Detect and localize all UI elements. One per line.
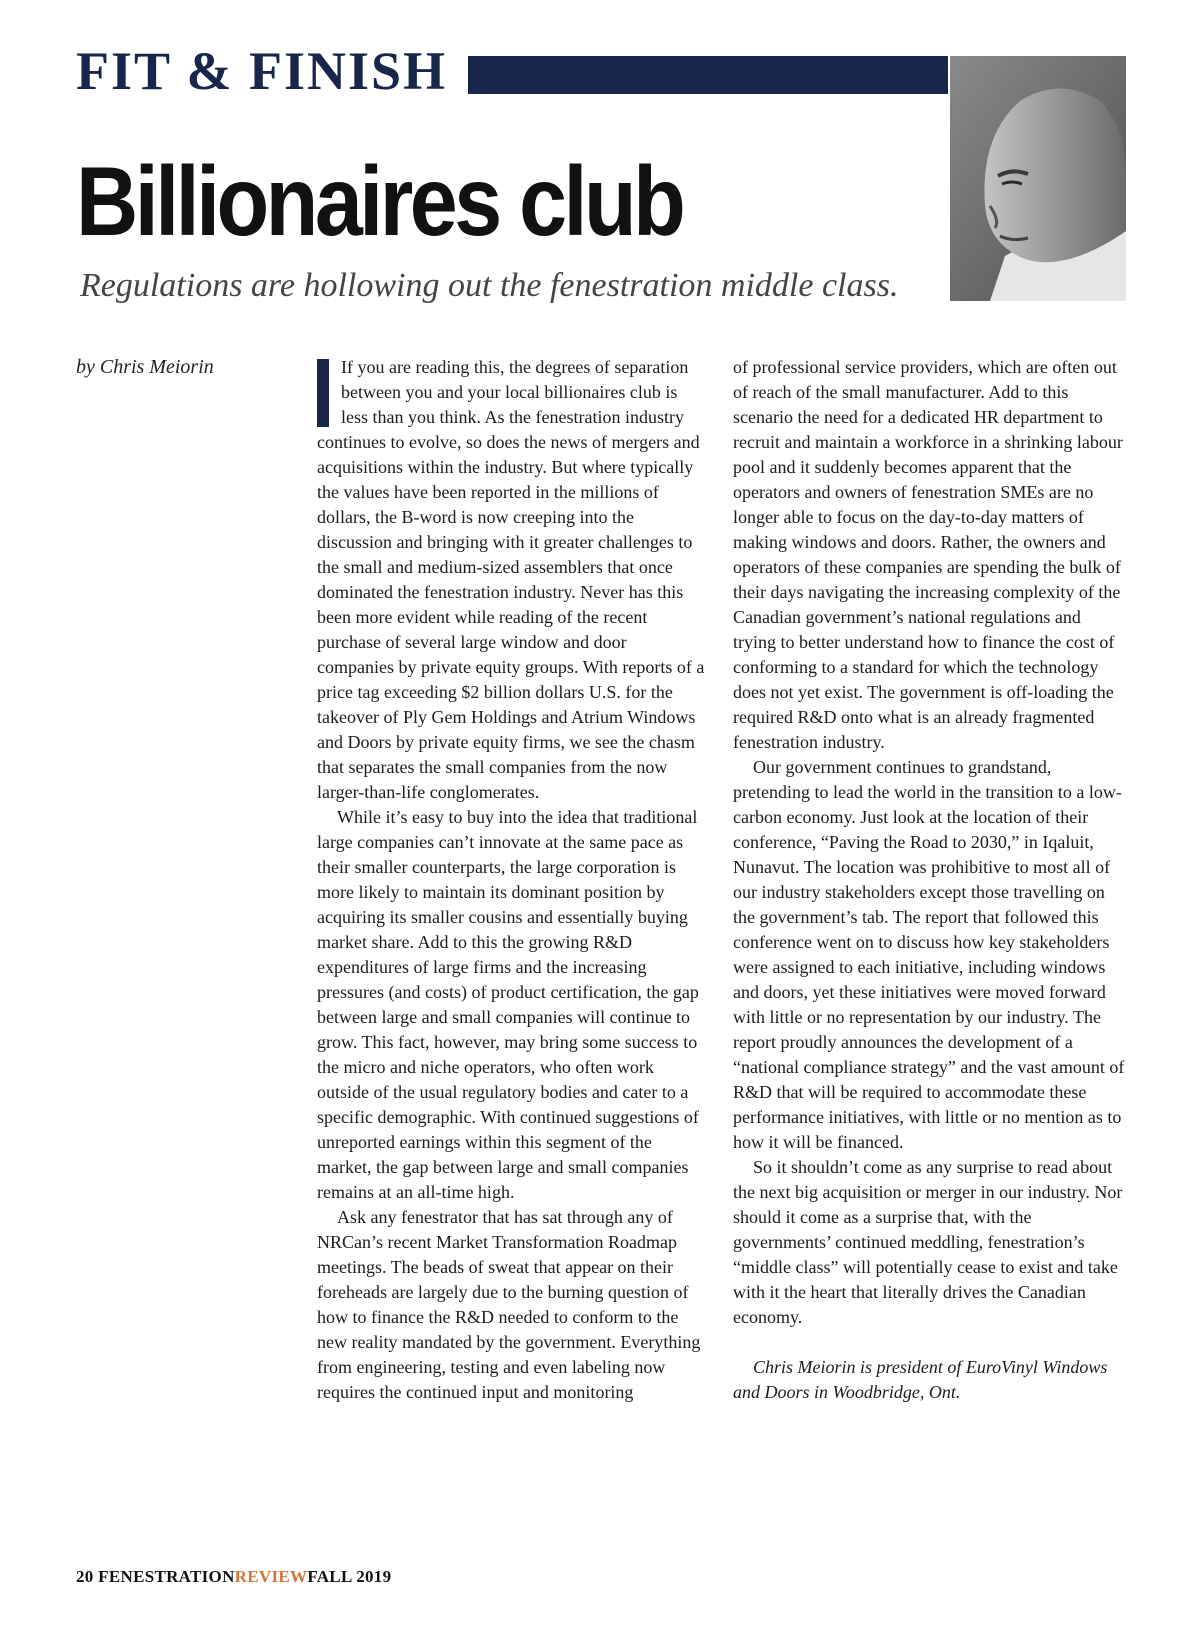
article-column-1 bbox=[317, 355, 707, 1405]
drop-cap-bar bbox=[317, 359, 329, 427]
section-rule bbox=[468, 56, 948, 94]
article-paragraph: So it shouldn’t come as any surprise to read about the next big acquisition or merger in our industry. Nor should it come as a surprise that, with the governments’ continued meddling, fenestration’s “middle class” will potentially cease to exist and take with it the heart that literally drives the Canadian economy. bbox=[733, 1157, 1123, 1327]
author-photo bbox=[950, 56, 1126, 301]
headline: Billionaires club bbox=[76, 146, 683, 256]
page-footer bbox=[76, 1567, 391, 1587]
author-bio: Chris Meiorin is president of EuroVinyl Windows and Doors in Woodbridge, Ont. bbox=[733, 1357, 1108, 1402]
author-portrait-image bbox=[950, 56, 1126, 301]
publication-name-part2: REVIEW bbox=[234, 1567, 308, 1586]
deck: Regulations are hollowing out the fenestration middle class. bbox=[80, 267, 899, 304]
publication-name bbox=[98, 1567, 307, 1586]
article-column-2 bbox=[733, 355, 1128, 1405]
article-paragraph: If you are reading this, the degrees of separation between you and your local billionaires club is less than you think. As the fenestration industry continues to evolve, so does the news of mergers and acquisitions within the industry. But where typically the values have been reported in the millions of dollars, the B-word is now creeping into the discussion and bringing with it greater challenges to the small and medium-sized assemblers that once dominated the fenestration industry. Never has this been more evident while reading of the recent purchase of several large window and door companies by private equity groups. With reports of a price tag exceeding $2 billion dollars U.S. for the takeover of Ply Gem Holdings and Atrium Windows and Doors by private equity firms, we see the chasm that separates the small companies from the now larger-than-life conglomerates. bbox=[317, 357, 705, 802]
article-paragraph: Our government continues to grandstand, pretending to lead the world in the transition to a low-carbon economy. Just look at the location of their conference, “Paving the Road to 2030,” in Iqaluit, Nunavut. The location was prohibitive to most all of our industry stakeholders except those travelling on the government’s tab. The report that followed this conference went on to discuss how key stakeholders were assigned to each initiative, including windows and doors, yet these initiatives were moved forward with little or no representation by our industry. The report proudly announces the development of a “national compliance strategy” and the vast amount of R&D that will be required to accommodate these performance initiatives, with little or no mention as to how it will be financed. bbox=[733, 757, 1125, 1152]
section-label: FIT & FINISH bbox=[76, 41, 448, 101]
page-number: 20 bbox=[76, 1567, 94, 1586]
article-paragraph: Ask any fenestrator that has sat through any of NRCan’s recent Market Transformation Roadmap meetings. The beads of sweat that appear on their foreheads are largely due to the burning question of how to finance the R&D needed to conform to the new reality mandated by the government. Everything from engineering, testing and even labeling now requires the continued input and monitoring bbox=[317, 1207, 701, 1402]
article-paragraph: While it’s easy to buy into the idea that traditional large companies can’t innovate at the same pace as their smaller counterparts, the large corporation is more likely to maintain its dominant position by acquiring its smaller cousins and essentially buying market share. Add to this the growing R&D expenditures of large firms and the increasing pressures (and costs) of product certification, the gap between large and small companies will continue to grow. This fact, however, may bring some success to the micro and niche operators, who often work outside of the usual regulatory bodies and cater to a specific demographic. With continued suggestions of unreported earnings within this segment of the market, the gap between large and small companies remains at an all-time high. bbox=[317, 807, 699, 1202]
issue-date: FALL 2019 bbox=[307, 1567, 392, 1586]
byline: by Chris Meiorin bbox=[76, 356, 214, 378]
article-paragraph: of professional service providers, which are often out of reach of the small manufacturer. Add to this scenario the need for a dedicated HR department to recruit and maintain a workforce in a shrinking labour pool and it suddenly becomes apparent that the operators and owners of fenestration SMEs are no longer able to focus on the day-to-day matters of making windows and doors. Rather, the owners and operators of these companies are spending the bulk of their days navigating the increasing complexity of the Canadian government’s national regulations and trying to better understand how to finance the cost of conforming to a standard for which the technology does not yet exist. The government is off-loading the required R&D onto what is an already fragmented fenestration industry. bbox=[733, 357, 1123, 752]
publication-name-part1: FENESTRATION bbox=[98, 1567, 235, 1586]
